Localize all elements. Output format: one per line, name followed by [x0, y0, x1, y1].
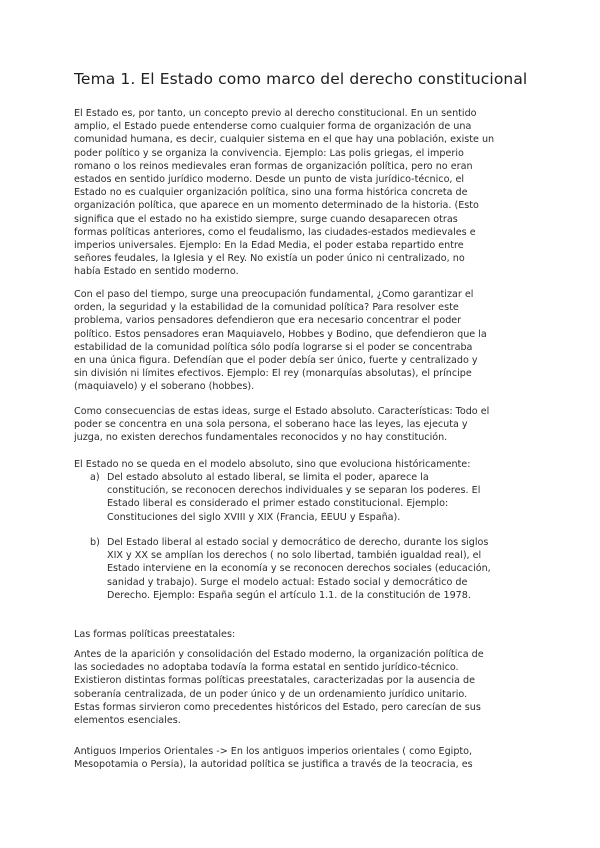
text-line: poder se concentra en una sola persona, el soberano hace las leyes, las ejecuta y [74, 419, 468, 431]
text-line: problema, varios pensadores defendieron que era necesario concentrar el poder [74, 315, 462, 327]
text-line: orden, la seguridad y la estabilidad de la comunidad política? Para resolver este [74, 302, 459, 314]
text-line: organización política, que aparece en un momento determinado de la historia. (Esto [74, 200, 479, 212]
text-line: imperios universales. Ejemplo: En la Edad Media, el poder estaba repartido entre [74, 240, 464, 252]
text-line: romano o los reinos medievales eran formas de organización política, pero no eran [74, 160, 473, 172]
text-line: XIX y XX se amplían los derechos ( no solo libertad, también igualdad real), el [107, 550, 482, 562]
list-marker: b) [90, 537, 100, 548]
text-line: El Estado es, por tanto, un concepto previo al derecho constitucional. En un sentido [74, 108, 477, 119]
text-line: había Estado en sentido moderno. [74, 266, 239, 278]
text-line: poder político y se organiza la convivencia. Ejemplo: Las polis griegas, el imperio [74, 147, 464, 159]
paragraph-estado-absoluto [74, 405, 530, 445]
text-line: Estado interviene en la economía y se reconocen derechos sociales (educación, [107, 563, 491, 575]
paragraph-imperios-orientales [74, 745, 530, 771]
text-line: estabilidad de la comunidad política sólo podía lograrse si el poder se concentraba [74, 341, 473, 353]
text-line: elementos esenciales. [74, 715, 181, 727]
text-line: Del estado absoluto al estado liberal, se limita el poder, aparece la [107, 472, 429, 483]
text-line: Estas formas sirvieron como precedentes históricos del Estado, pero carecían de sus [74, 701, 481, 713]
text-line: sin división ni límites efectivos. Ejemplo: El rey (monarquías absolutas), el príncipe [74, 368, 472, 380]
paragraph-concentracion-poder [74, 288, 530, 394]
text-line: Derecho. Ejemplo: España según el artículo 1.1. de la constitución de 1978. [107, 589, 471, 601]
text-line: político. Estos pensadores eran Maquiavelo, Hobbes y Bodino, que defendieron que la [74, 328, 487, 340]
page-title: Tema 1. El Estado como marco del derecho constitucional [74, 70, 528, 88]
text-line: Estado liberal es considerado el primer estado constitucional. Ejemplo: [107, 498, 449, 510]
text-line: Del Estado liberal al estado social y democrático de derecho, durante los siglos [107, 537, 489, 548]
text-line: Antes de la aparición y consolidación del Estado moderno, la organización política de [74, 649, 484, 660]
text-line: juzga, no existen derechos fundamentales reconocidos y no hay constitución. [74, 432, 448, 444]
text-line: comunidad humana, es decir, cualquier sistema en el que hay una población, existe un [74, 134, 495, 146]
paragraph-evolucion-intro [74, 458, 530, 471]
text-line: las sociedades no adoptaba todavía la forma estatal en sentido jurídico-técnico. [74, 662, 459, 674]
list-marker: a) [90, 472, 100, 483]
text-line: Como consecuencias de estas ideas, surge el Estado absoluto. Características: Todo el [74, 406, 490, 417]
section-heading-formas-preestatales [74, 628, 530, 641]
text-line: Con el paso del tiempo, surge una preocupación fundamental, ¿Como garantizar el [74, 289, 474, 300]
list-item-b [90, 536, 530, 602]
text-line: Constituciones del siglo XVIII y XIX (Francia, EEUU y España). [107, 511, 401, 523]
text-line: sanidad y trabajo). Surge el modelo actual: Estado social y democrático de [107, 576, 468, 588]
text-line: Mesopotamia o Persia), la autoridad política se justifica a través de la teocracia, es [74, 759, 473, 771]
list-item-a [90, 471, 530, 524]
text-line: Las formas políticas preestatales: [74, 629, 236, 640]
text-line: (maquiavelo) y el soberano (hobbes). [74, 381, 255, 393]
text-line: Antiguos Imperios Orientales -> En los antiguos imperios orientales ( como Egipto, [74, 746, 473, 757]
text-line: significa que el estado no ha existido siempre, surge cuando desaparecen otras [74, 213, 458, 225]
paragraph-formas-preestatales [74, 648, 530, 727]
text-line: constitución, se reconocen derechos individuales y se separan los poderes. El [107, 485, 481, 497]
text-line: estados en sentido jurídico moderno. Desde un punto de vista jurídico-técnico, el [74, 174, 465, 186]
text-line: Estado no es cualquier organización política, sino una forma histórica concreta de [74, 187, 468, 199]
text-line: Existieron distintas formas políticas preestatales, caracterizadas por la ausencia de [74, 675, 476, 687]
text-line: formas políticas anteriores, como el feudalismo, las ciudades-estados medievales e [74, 226, 476, 238]
text-line: señores feudales, la Iglesia y el Rey. No existía un poder único ni centralizado, no [74, 253, 465, 265]
text-line: amplio, el Estado puede entenderse como cualquier forma de organización de una [74, 121, 472, 133]
paragraph-estado-concepto [74, 107, 530, 279]
text-line: en una única figura. Defendían que el poder debía ser único, fuerte y centralizado y [74, 355, 478, 367]
text-line: soberanía centralizada, de un poder único y de un ordenamiento jurídico unitario. [74, 688, 468, 700]
text-line: El Estado no se queda en el modelo absoluto, sino que evoluciona históricamente: [74, 459, 471, 470]
